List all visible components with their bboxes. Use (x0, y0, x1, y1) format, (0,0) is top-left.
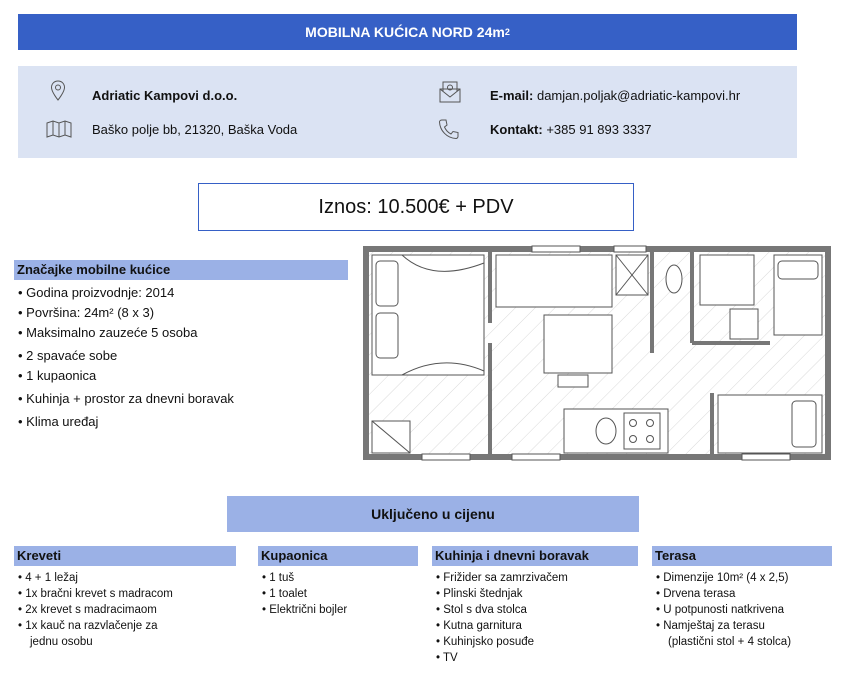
included-heading (227, 496, 639, 532)
email-row (490, 88, 740, 103)
phone-icon (438, 118, 460, 140)
location-pin-icon (50, 80, 66, 102)
features-heading: Značajke mobilne kućice (14, 260, 348, 280)
list-item: jednu osobu (30, 636, 93, 648)
bathroom-list (262, 570, 418, 618)
list-item: • 1x kauč na razvlačenje za (18, 620, 158, 632)
list-item: • 2x krevet s madracimaom (18, 604, 157, 616)
phone-value[interactable]: +385 91 893 3337 (546, 122, 652, 137)
title-text: MOBILNA KUĆICA NORD 24m (305, 24, 505, 40)
list-item: • U potpunosti natkrivena (656, 604, 785, 616)
list-item: • 4 + 1 ležaj (18, 572, 78, 584)
list-item: • Kuhinjsko posuđe (436, 636, 535, 648)
list-item: • Namještaj za terasu (656, 620, 765, 632)
list-item: • 1 tuš (262, 572, 295, 584)
features-list (18, 283, 348, 432)
list-item: • Maksimalno zauzeće 5 osoba (18, 323, 348, 343)
list-item: • Kutna garnitura (436, 620, 522, 632)
kitchen-list (436, 570, 636, 666)
included-heading-text: Uključeno u cijenu (371, 506, 495, 522)
list-item: (plastični stol + 4 stolca) (668, 636, 792, 648)
terrace-heading: Terasa (652, 546, 832, 566)
email-icon (438, 80, 462, 104)
list-item: • Površina: 24m² (8 x 3) (18, 303, 348, 323)
list-item: • 1x bračni krevet s madracom (18, 588, 173, 600)
list-item: • Stol s dva stolca (436, 604, 527, 616)
list-item: • Frižider sa zamrzivačem (436, 572, 568, 584)
list-item: • 1 toalet (262, 588, 307, 600)
beds-heading: Kreveti (14, 546, 236, 566)
email-label: E-mail: (490, 88, 534, 103)
list-item: • Godina proizvodnje: 2014 (18, 283, 348, 303)
email-value[interactable]: damjan.poljak@adriatic-kampovi.hr (536, 88, 741, 103)
list-item: • 1 kupaonica (18, 366, 348, 386)
terrace-list (656, 570, 846, 650)
list-item: • Električni bojler (262, 604, 348, 616)
list-item: • Drvena terasa (656, 588, 736, 600)
price-box (198, 183, 634, 231)
phone-row (490, 122, 652, 137)
beds-list (18, 570, 238, 650)
list-item: • Plinski štednjak (436, 588, 523, 600)
list-item: • 2 spavaće sobe (18, 346, 348, 366)
list-item: • Kuhinja + prostor za dnevni boravak (18, 389, 348, 409)
company-address: Baško polje bb, 21320, Baška Voda (92, 122, 298, 137)
kitchen-heading: Kuhinja i dnevni boravak (432, 546, 638, 566)
page-title (18, 14, 797, 50)
contact-box (18, 66, 797, 158)
title-superscript: 2 (504, 27, 510, 37)
floor-plan (362, 243, 832, 463)
company-name: Adriatic Kampovi d.o.o. (92, 88, 238, 103)
list-item: • Klima uređaj (18, 412, 348, 432)
price-text: Iznos: 10.500€ + PDV (318, 195, 514, 218)
bathroom-heading: Kupaonica (258, 546, 418, 566)
phone-label: Kontakt: (490, 122, 543, 137)
list-item: • Dimenzije 10m² (4 x 2,5) (656, 572, 789, 584)
list-item: • TV (436, 652, 458, 664)
map-icon (46, 118, 72, 138)
